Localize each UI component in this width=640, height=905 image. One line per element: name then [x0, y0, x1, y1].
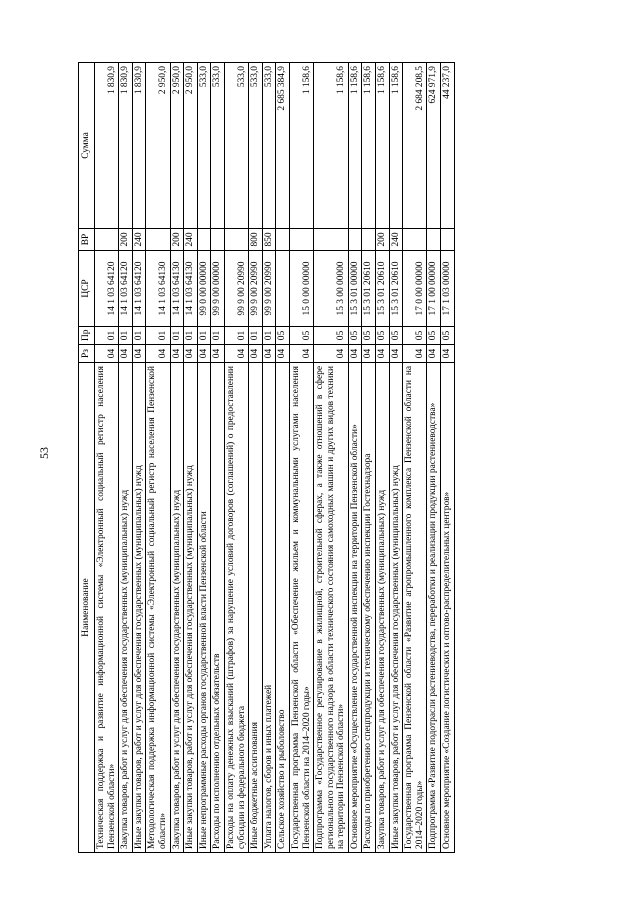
cell-rz: 04: [427, 345, 441, 363]
table-row: [262, 63, 276, 853]
header-pr: Пр: [79, 327, 95, 345]
cell-sum: 1 158,6: [314, 63, 349, 229]
cell-rz: 04: [403, 345, 427, 363]
cell-sum: 1 158,6: [289, 63, 313, 229]
cell-name: Иные бюджетные ассигнования: [249, 363, 263, 853]
cell-csr: 14 1 03 64120: [119, 251, 133, 327]
cell-sum: 2 950,0: [170, 63, 184, 229]
table-row: [146, 63, 170, 853]
page-number: 53: [36, 447, 51, 459]
cell-pr: 01: [224, 327, 248, 345]
cell-csr: 99 9 00 20990: [249, 251, 263, 327]
cell-pr: 01: [95, 327, 119, 345]
cell-name: Иные непрограммные расходы органов государственной власти Пензенской области: [197, 363, 211, 853]
cell-csr: 15 3 01 00000: [348, 251, 362, 327]
cell-vr: [276, 229, 290, 251]
cell-name: Закупка товаров, работ и услуг для обеспечения государственных (муниципальных) нужд: [119, 363, 133, 853]
cell-name: Методологическая поддержка информационной системы «Электронный социальный регистр населения Пензенской области»: [146, 363, 170, 853]
header-sum: Сумма: [79, 63, 95, 229]
table-row: [184, 63, 198, 853]
cell-pr: 05: [441, 327, 455, 345]
cell-sum: 1 158,6: [348, 63, 362, 229]
cell-name: Иные закупки товаров, работ и услуг для обеспечения государственных (муниципальных) нужд: [132, 363, 146, 853]
table-row: [224, 63, 248, 853]
cell-vr: [362, 229, 376, 251]
cell-name: Подпрограмма «Развитие подотрасли растениеводства, переработки и реализации продукции растениеводства»: [427, 363, 441, 853]
cell-vr: [403, 229, 427, 251]
header-vr: ВР: [79, 229, 95, 251]
cell-pr: 01: [249, 327, 263, 345]
table-row: [249, 63, 263, 853]
cell-sum: 533,0: [197, 63, 211, 229]
cell-vr: [95, 229, 119, 251]
cell-name: Сельское хозяйство и рыболовство: [276, 363, 290, 853]
cell-pr: 05: [376, 327, 390, 345]
cell-csr: 17 1 00 00000: [427, 251, 441, 327]
table-header-row: [79, 63, 95, 853]
cell-csr: [276, 251, 290, 327]
cell-sum: 1 158,6: [389, 63, 403, 229]
cell-vr: [427, 229, 441, 251]
cell-vr: 800: [249, 229, 263, 251]
cell-pr: 05: [427, 327, 441, 345]
header-name: Наименование: [79, 363, 95, 853]
cell-vr: [441, 229, 455, 251]
cell-csr: 14 1 03 64120: [95, 251, 119, 327]
cell-name: Государственная программа Пензенской области «Развитие агропромышленного комплекса Пензенской области на 2014–2020 годы»: [403, 363, 427, 853]
cell-rz: 04: [389, 345, 403, 363]
cell-sum: 533,0: [262, 63, 276, 229]
cell-rz: 04: [184, 345, 198, 363]
cell-csr: 99 9 00 20990: [224, 251, 248, 327]
cell-rz: 04: [211, 345, 225, 363]
table-row: [389, 63, 403, 853]
cell-pr: 05: [389, 327, 403, 345]
table-row: [403, 63, 427, 853]
cell-vr: 240: [184, 229, 198, 251]
cell-name: Основное мероприятие «Осуществление государственной инспекции на территории Пензенской области»: [348, 363, 362, 853]
cell-pr: 01: [197, 327, 211, 345]
cell-sum: 2 684 208,5: [403, 63, 427, 229]
cell-vr: [211, 229, 225, 251]
cell-vr: [289, 229, 313, 251]
cell-sum: 1 830,9: [119, 63, 133, 229]
cell-name: Уплата налогов, сборов и иных платежей: [262, 363, 276, 853]
cell-vr: 850: [262, 229, 276, 251]
cell-sum: 2 950,0: [146, 63, 170, 229]
cell-vr: 200: [119, 229, 133, 251]
cell-sum: 533,0: [224, 63, 248, 229]
cell-pr: 05: [362, 327, 376, 345]
header-rz: Рз: [79, 345, 95, 363]
cell-vr: [146, 229, 170, 251]
budget-table: [78, 62, 455, 853]
cell-rz: 04: [132, 345, 146, 363]
cell-csr: 17 0 00 00000: [403, 251, 427, 327]
cell-name: Иные закупки товаров, работ и услуг для обеспечения государственных (муниципальных) нужд: [184, 363, 198, 853]
cell-name: Техническая поддержка и развитие информационной системы «Электронный социальный регистр населения Пензенской области»: [95, 363, 119, 853]
cell-sum: 1 830,9: [95, 63, 119, 229]
cell-name: Расходы по приобретению спецпродукции и техническому обеспечению инспекции Гостехнадзора: [362, 363, 376, 853]
cell-csr: 15 0 00 00000: [289, 251, 313, 327]
cell-rz: 04: [362, 345, 376, 363]
cell-csr: 15 3 00 00000: [314, 251, 349, 327]
table-row: [348, 63, 362, 853]
table-row: [197, 63, 211, 853]
table-row: [119, 63, 133, 853]
cell-name: Закупка товаров, работ и услуг для обеспечения государственных (муниципальных) нужд: [170, 363, 184, 853]
cell-name: Государственная программа Пензенской области «Обеспечение жильем и коммунальными услугами населения Пензенской области на 2014–2020 годы»: [289, 363, 313, 853]
cell-pr: 01: [211, 327, 225, 345]
cell-vr: [197, 229, 211, 251]
cell-name: Расходы по исполнению отдельных обязательств: [211, 363, 225, 853]
cell-vr: 200: [170, 229, 184, 251]
table-row: [95, 63, 119, 853]
table-row: [170, 63, 184, 853]
cell-csr: 14 1 03 64130: [170, 251, 184, 327]
cell-sum: 1 158,6: [362, 63, 376, 229]
cell-vr: 240: [132, 229, 146, 251]
cell-vr: [348, 229, 362, 251]
cell-vr: [224, 229, 248, 251]
cell-name: Основное мероприятие «Создание логистических и оптово-распределительных центров»: [441, 363, 455, 853]
cell-sum: 624 971,9: [427, 63, 441, 229]
cell-sum: 1 158,6: [376, 63, 390, 229]
cell-rz: 04: [170, 345, 184, 363]
cell-csr: 14 1 03 64120: [132, 251, 146, 327]
table-row: [362, 63, 376, 853]
cell-pr: 01: [119, 327, 133, 345]
table-row: [211, 63, 225, 853]
budget-table-rotated: [78, 63, 570, 853]
cell-sum: 2 950,0: [184, 63, 198, 229]
cell-rz: 04: [314, 345, 349, 363]
cell-csr: 15 3 01 20610: [362, 251, 376, 327]
cell-rz: 04: [197, 345, 211, 363]
cell-pr: 01: [146, 327, 170, 345]
cell-pr: 05: [276, 327, 290, 345]
cell-rz: 04: [376, 345, 390, 363]
cell-pr: 05: [289, 327, 313, 345]
cell-csr: 99 0 00 00000: [197, 251, 211, 327]
cell-rz: 04: [119, 345, 133, 363]
cell-pr: 01: [184, 327, 198, 345]
table-row: [427, 63, 441, 853]
cell-csr: 99 9 00 20990: [262, 251, 276, 327]
cell-csr: 17 1 03 00000: [441, 251, 455, 327]
cell-vr: 200: [376, 229, 390, 251]
table-row: [441, 63, 455, 853]
cell-rz: 04: [95, 345, 119, 363]
table-row: [376, 63, 390, 853]
cell-sum: 1 830,9: [132, 63, 146, 229]
table-row: [289, 63, 313, 853]
table-row: [314, 63, 349, 853]
table-row: [132, 63, 146, 853]
cell-pr: 05: [403, 327, 427, 345]
cell-rz: 04: [224, 345, 248, 363]
budget-table-container: [78, 63, 570, 853]
cell-rz: 04: [441, 345, 455, 363]
cell-pr: 01: [132, 327, 146, 345]
cell-pr: 01: [262, 327, 276, 345]
cell-pr: 01: [170, 327, 184, 345]
cell-vr: 240: [389, 229, 403, 251]
cell-csr: 14 1 03 64130: [184, 251, 198, 327]
cell-sum: 533,0: [249, 63, 263, 229]
table-body: [95, 63, 455, 853]
cell-sum: 533,0: [211, 63, 225, 229]
cell-sum: 2 685 384,9: [276, 63, 290, 229]
cell-csr: 99 9 00 00000: [211, 251, 225, 327]
cell-rz: 04: [249, 345, 263, 363]
header-csr: ЦСР: [79, 251, 95, 327]
cell-pr: 05: [348, 327, 362, 345]
cell-pr: 05: [314, 327, 349, 345]
cell-name: Закупка товаров, работ и услуг для обеспечения государственных (муниципальных) нужд: [376, 363, 390, 853]
cell-rz: 04: [146, 345, 170, 363]
cell-csr: 15 3 01 20610: [389, 251, 403, 327]
cell-rz: 04: [276, 345, 290, 363]
cell-name: Подпрограмма «Государственное регулирование в жилищной, строительной сферах, а также отношений в сфере регионального государственного надзора в области технического состояния самоходных машин и других видов техники на территории Пензенской области»: [314, 363, 349, 853]
cell-sum: 44 237,0: [441, 63, 455, 229]
cell-vr: [314, 229, 349, 251]
cell-csr: 15 3 01 20610: [376, 251, 390, 327]
table-row: [276, 63, 290, 853]
cell-rz: 04: [262, 345, 276, 363]
cell-rz: 04: [348, 345, 362, 363]
cell-name: Иные закупки товаров, работ и услуг для обеспечения государственных (муниципальных) нужд: [389, 363, 403, 853]
cell-name: Расходы на оплату денежных взысканий (штрафов) за нарушение условий договоров (соглашений) о предоставлении субсидии из федерального бюджета: [224, 363, 248, 853]
cell-rz: 04: [289, 345, 313, 363]
cell-csr: 14 1 03 64130: [146, 251, 170, 327]
